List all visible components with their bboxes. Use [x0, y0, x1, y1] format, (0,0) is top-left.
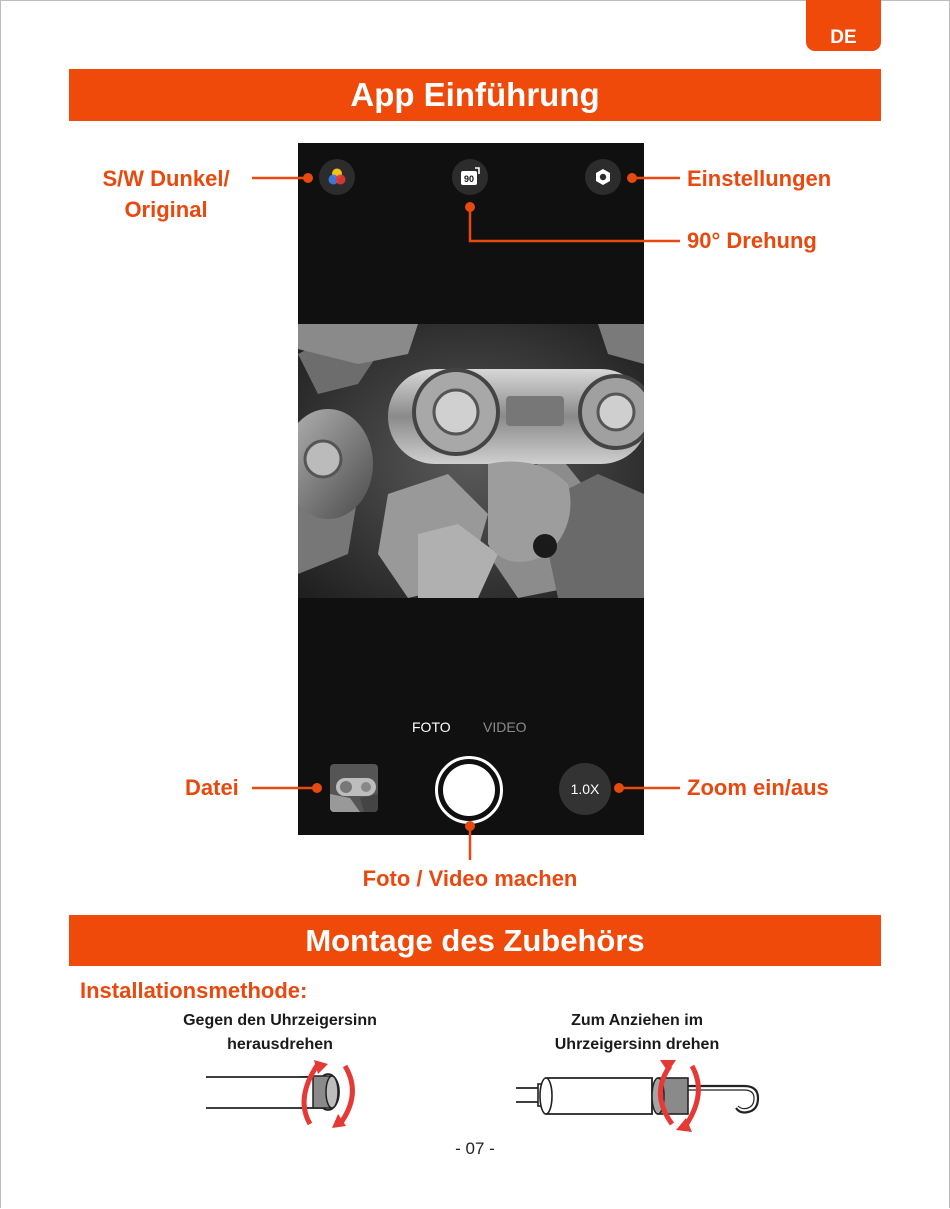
color-filter-icon[interactable] — [319, 159, 355, 195]
zoom-button[interactable]: 1.0X — [559, 763, 611, 815]
rotate-icon-text: 90 — [463, 174, 475, 184]
tighten-illustration — [512, 1058, 772, 1134]
language-label: DE — [830, 27, 857, 48]
section-banner-app — [69, 69, 881, 121]
section-title-app: App Einführung — [350, 76, 600, 113]
phone-screen — [298, 143, 644, 835]
shutter-button-inner — [443, 764, 495, 816]
page-number: - 07 - — [455, 1139, 495, 1158]
instruction-left-line2: herausdrehen — [227, 1036, 333, 1053]
unscrew-illustration — [200, 1058, 370, 1134]
callout-capture: Foto / Video machen — [362, 866, 578, 891]
shutter-button[interactable] — [435, 756, 503, 824]
callout-bw-line1: S/W Dunkel/ — [102, 166, 230, 191]
language-tab — [806, 0, 881, 51]
rotate-90-icon[interactable] — [452, 159, 488, 195]
instruction-right — [517, 1009, 757, 1057]
installation-heading: Installationsmethode: — [80, 978, 308, 1003]
callout-bw-line2: Original — [124, 197, 208, 222]
callout-file: Datei — [185, 775, 239, 800]
callout-bw-toggle — [90, 163, 242, 225]
instruction-left — [160, 1009, 400, 1057]
callout-rotation: 90° Drehung — [687, 228, 817, 253]
section-title-accessories: Montage des Zubehörs — [305, 922, 645, 958]
mode-tab-foto[interactable]: FOTO — [412, 719, 451, 735]
section-banner-accessories — [69, 915, 881, 966]
instruction-left-line1: Gegen den Uhrzeigersinn — [183, 1012, 377, 1029]
callout-zoom: Zoom ein/aus — [687, 775, 829, 800]
mode-tab-video[interactable]: VIDEO — [483, 719, 527, 735]
instruction-right-line1: Zum Anziehen im — [571, 1012, 703, 1029]
settings-gear-icon[interactable] — [585, 159, 621, 195]
camera-preview-image — [298, 324, 644, 598]
instruction-right-line2: Uhrzeigersinn drehen — [554, 1036, 720, 1053]
callout-settings: Einstellungen — [687, 166, 832, 191]
gallery-thumbnail[interactable] — [330, 764, 378, 812]
